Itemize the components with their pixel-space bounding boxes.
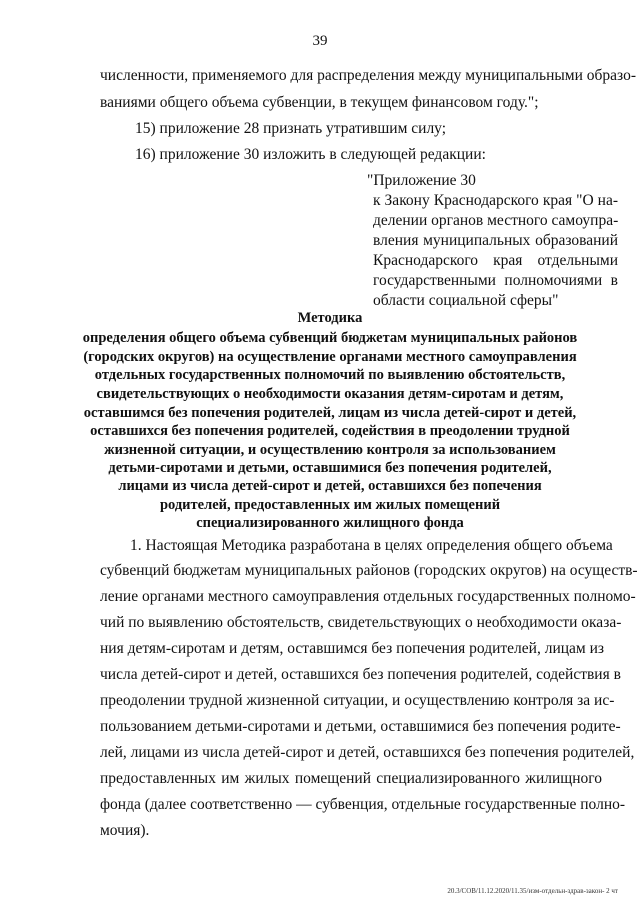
body-line: ление органами местного самоуправления отдельных государственных полномо- [100, 588, 636, 605]
appendix-line: области социальной сферы" [373, 292, 559, 309]
body-line: мочия). [100, 822, 150, 839]
appendix-line: к Закону Краснодарского края "О на- [373, 192, 618, 209]
body-line: чий по выявлению обстоятельств, свидетельствующих о необходимости оказа- [100, 614, 622, 631]
appendix-line: вления муниципальных образований [373, 232, 618, 249]
heading-line: определения общего объема субвенций бюджетам муниципальных районов [82, 330, 578, 346]
heading-line: оставшимся без попечения родителей, лицам из числа детей-сирот и детей, [83, 405, 577, 421]
heading-line: свидетельствующих о необходимости оказания детям-сиротам и детям, [96, 386, 564, 402]
body-line: пользованием детьми-сиротами и детьми, оставшимися без попечения родите- [100, 718, 621, 735]
body-line: 1. Настоящая Методика разработана в целях определения общего объема [130, 537, 613, 554]
intro-line: 15) приложение 28 признать утратившим силу; [135, 120, 447, 137]
appendix-line: государственными полномочиями в [373, 272, 618, 289]
heading-line: лицами из числа детей-сирот и детей, оставшихся без попечения [118, 478, 542, 494]
intro-line: 16) приложение 30 изложить в следующей редакции: [135, 146, 486, 163]
heading-line: родителей, предоставленных им жилых помещений [159, 497, 501, 513]
page-number: 39 [312, 33, 328, 49]
body-line: преодолении трудной жизненной ситуации, и осуществлению контроля за ис- [100, 692, 615, 709]
heading-line: (городских округов) на осуществление органами местного самоуправления [83, 349, 577, 365]
body-line: субвенций бюджетам муниципальных районов (городских округов) на осуществ- [100, 562, 638, 579]
appendix-title: "Приложение 30 [367, 172, 476, 189]
body-line: ния детям-сиротам и детям, оставшимся без попечения родителей, лицам из [100, 640, 605, 657]
heading-line: детьми-сиротами и детьми, оставшимися без попечения родителей, [108, 460, 552, 476]
appendix-line: делении органов местного самоупра- [373, 212, 619, 229]
intro-line: численности, применяемого для распределения между муниципальными образо- [100, 67, 636, 84]
heading-line: оставшихся без попечения родителей, содействия в преодолении трудной [90, 423, 570, 439]
heading-line: жизненной ситуации, и осуществлению контроля за использованием [104, 442, 556, 458]
appendix-line: Краснодарского края отдельными [373, 252, 618, 269]
heading-line: специализированного жилищного фонда [196, 515, 464, 531]
body-line: лей, лицами из числа детей-сирот и детей, оставшихся без попечения родителей, [100, 744, 635, 761]
heading-title: Методика [297, 310, 363, 326]
footer-code: 20.3/СОВ/11.12.2020/11.35/изм-отдельн-здрав-закон- 2 чт [447, 887, 618, 895]
body-line: числа детей-сирот и детей, оставшихся без попечения родителей, содействия в [100, 666, 621, 683]
intro-line: ваниями общего объема субвенции, в текущем финансовом году."; [100, 94, 539, 111]
body-line: фонда (далее соответственно — субвенция, отдельные государственные полно- [100, 796, 626, 813]
heading-line: отдельных государственных полномочий по выявлению обстоятельств, [94, 367, 566, 383]
body-line: предоставленных им жилых помещений специализированного жилищного [100, 770, 602, 787]
